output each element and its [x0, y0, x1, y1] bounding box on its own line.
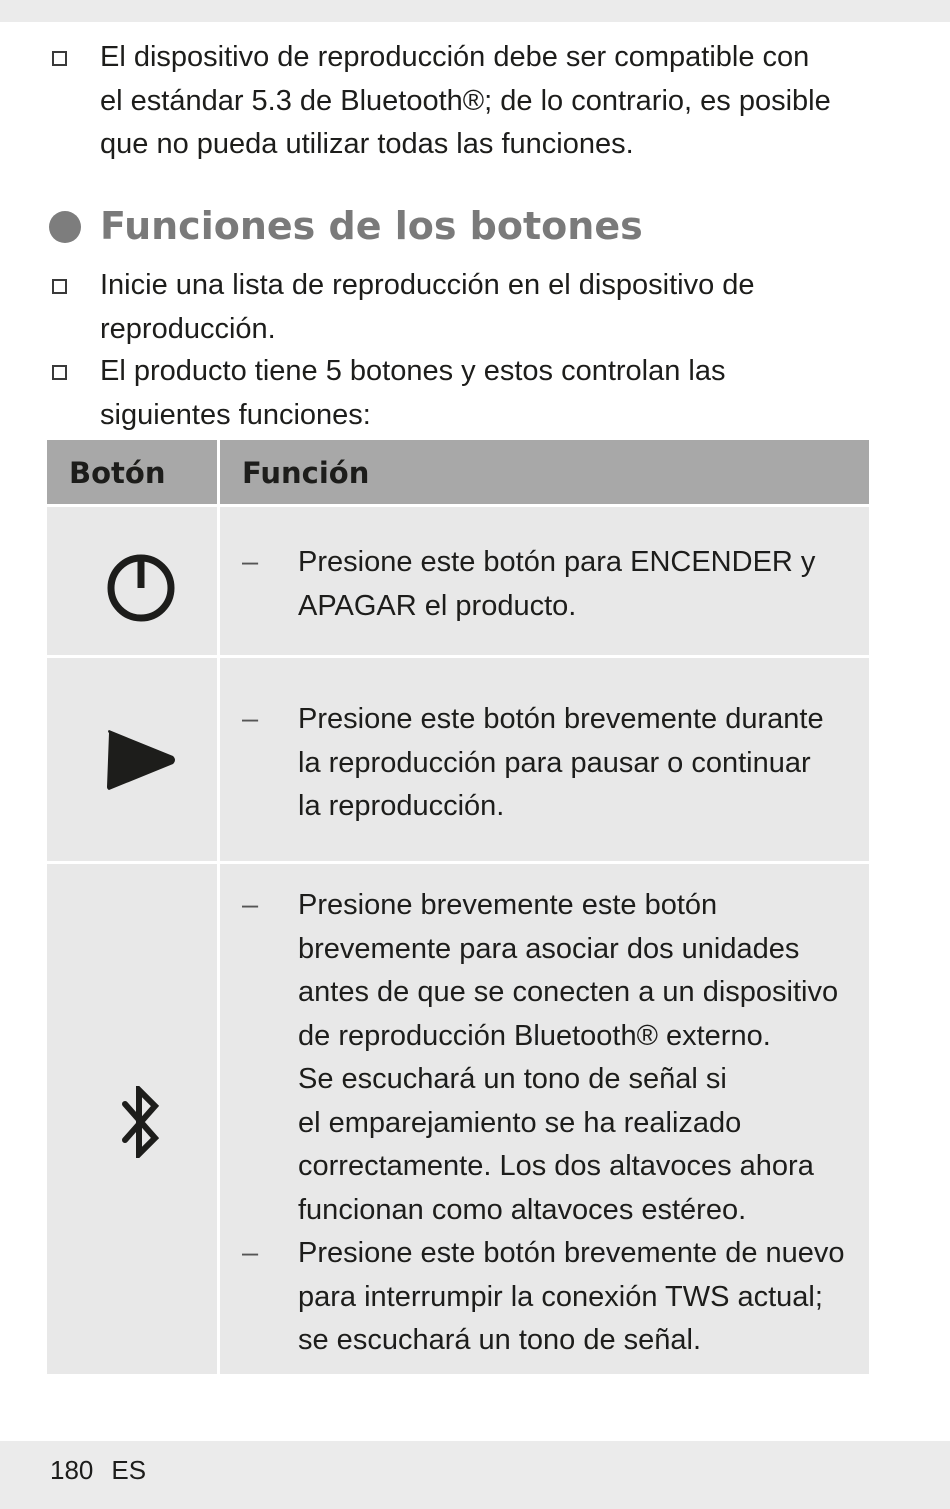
text-line: Presione brevemente este botón: [298, 889, 718, 921]
page-footer: [50, 1455, 146, 1485]
table-row: [47, 658, 869, 861]
page-number: 180: [50, 1455, 94, 1485]
intro-bullet-text: [100, 36, 875, 167]
language-code: ES: [111, 1455, 147, 1485]
checkbox-bullet-icon: [52, 51, 67, 66]
function-cell: [220, 507, 869, 655]
intro-bullet: [0, 36, 950, 168]
text-line: reproducción.: [100, 312, 276, 345]
section-bullet: [0, 350, 950, 438]
text-line: el emparejamiento se ha realizado: [298, 1106, 742, 1139]
checkbox-bullet-icon: [52, 365, 67, 380]
section-bullet-text: [100, 350, 875, 437]
text-line: APAGAR el producto.: [298, 589, 577, 622]
text-line: la reproducción.: [298, 790, 505, 822]
dash-marker: –: [242, 1237, 259, 1269]
dash-marker: –: [242, 889, 259, 921]
column-header-function: Función: [242, 456, 370, 490]
text-line: correctamente. Los dos altavoces ahora: [298, 1150, 814, 1182]
text-line: el estándar 5.3 de Bluetooth®; de lo contrario, es posible: [100, 84, 831, 117]
text-line: Inicie una lista de reproducción en el dispositivo de: [100, 269, 755, 301]
button-cell: [47, 658, 217, 861]
section-bullet: [0, 264, 950, 352]
text-line: Se escuchará un tono de señal si: [298, 1063, 727, 1095]
text-line: siguientes funciones:: [100, 398, 371, 431]
function-text: [298, 884, 873, 1232]
column-header-button: Botón: [69, 456, 166, 490]
text-line: brevemente para asociar dos unidades: [298, 932, 800, 965]
function-text: [298, 1232, 873, 1363]
button-functions-table: [47, 440, 869, 1356]
section-title: Funciones de los botones: [100, 204, 643, 248]
section-bullet-text: [100, 264, 875, 351]
column-divider: [217, 440, 220, 504]
text-line: de reproducción Bluetooth® externo.: [298, 1019, 771, 1052]
text-line: la reproducción para pausar o continuar: [298, 746, 811, 779]
table-row: [47, 864, 869, 1374]
top-band: [0, 0, 950, 22]
table-row: [47, 507, 869, 655]
function-text: [298, 541, 873, 628]
text-line: Presione este botón brevemente de nuevo: [298, 1237, 845, 1269]
text-line: El producto tiene 5 botones y estos controlan las: [100, 355, 726, 387]
button-cell: [47, 507, 217, 655]
text-line: El dispositivo de reproducción debe ser compatible con: [100, 41, 810, 73]
text-line: Presione este botón brevemente durante: [298, 703, 824, 735]
function-text: [298, 698, 873, 829]
text-line: Presione este botón para ENCENDER y: [298, 546, 816, 578]
dash-marker: –: [242, 546, 259, 578]
text-line: que no pueda utilizar todas las funciones.: [100, 128, 634, 160]
text-line: antes de que se conecten a un dispositivo: [298, 976, 839, 1008]
bluetooth-icon: [121, 1086, 161, 1158]
circle-bullet-icon: [49, 211, 81, 243]
function-cell: [220, 864, 869, 1374]
power-icon: [105, 552, 177, 624]
play-icon: [105, 729, 177, 791]
text-line: se escuchará un tono de señal.: [298, 1324, 702, 1356]
checkbox-bullet-icon: [52, 279, 67, 294]
text-line: funcionan como altavoces estéreo.: [298, 1193, 747, 1226]
section-heading: [0, 198, 950, 258]
dash-marker: –: [242, 703, 259, 735]
text-line: para interrumpir la conexión TWS actual;: [298, 1280, 823, 1313]
function-cell: [220, 658, 869, 861]
button-cell: [47, 864, 217, 1374]
table-header-row: [47, 440, 869, 504]
